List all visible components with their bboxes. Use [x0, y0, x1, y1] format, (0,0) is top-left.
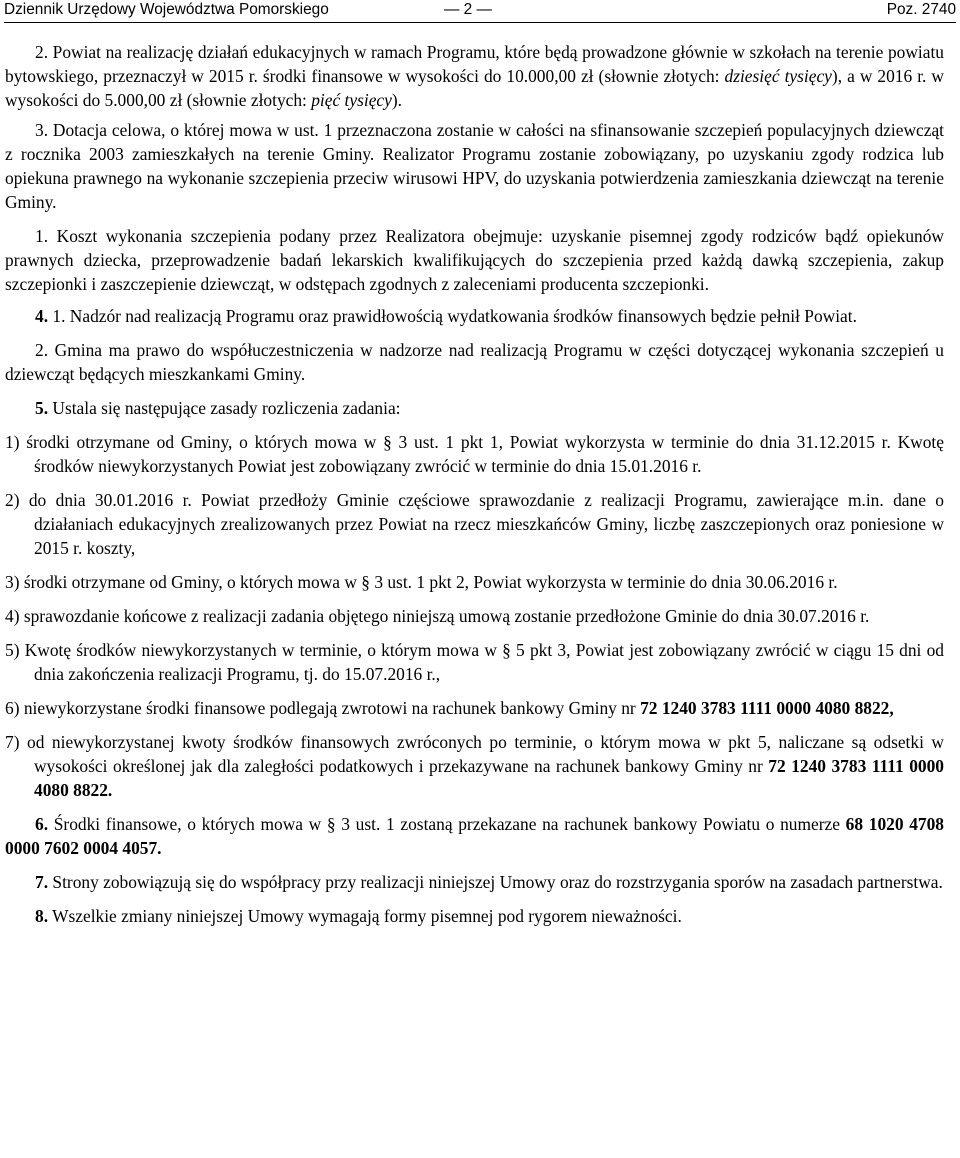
section-7-text: Strony zobowiązują się do współpracy przy realizacji niniejszej Umowy oraz do rozstrzygania sporów na zasadach partnerstwa.: [48, 872, 943, 892]
section-5: [5, 396, 944, 420]
section-8-text: Wszelkie zmiany niniejszej Umowy wymagają formy pisemnej pod rygorem nieważności.: [48, 906, 682, 926]
funding-text-3: ).: [391, 90, 402, 110]
section-6-text: Środki finansowe, o których mowa w § 3 ust. 1 zostaną przekazane na rachunek bankowy Powiatu o numerze: [48, 814, 846, 834]
paragraph-funding: [5, 40, 944, 112]
position-number: Poz. 2740: [886, 1, 956, 18]
paragraph-koszt: 1. Koszt wykonania szczepienia podany przez Realizatora obejmuje: uzyskanie pisemnej zgody rodziców bądź opiekunów prawnych dziecka, przeprowadzenie badań lekarskich kwalifikujących do szczepienia przed każdą dawką szczepienia, zakup szczepionki i zaszczepienie dziewcząt, w odstępach zgodnych z zaleceniami producenta szczepionki.: [5, 226, 944, 294]
funding-text-2: ), a w 2016 r. w wysokości do 5.000,00 zł (słownie złotych:: [5, 66, 944, 110]
powiat-account-number: 68 1020 4708 0000 7602 0004 4057.: [5, 814, 944, 858]
amount-words-1: dziesięć tysięcy: [724, 66, 832, 86]
section-7: [5, 870, 944, 894]
section-8: [5, 904, 944, 928]
section-4-text: 1. Nadzór nad realizacją Programu oraz prawidłowością wydatkowania środków finansowych będzie pełnił Powiat.: [48, 306, 857, 326]
journal-title: Dziennik Urzędowy Województwa Pomorskiego: [4, 1, 329, 18]
list-item-4: 4) sprawozdanie końcowe z realizacji zadania objętego niniejszą umową zostanie przedłożone Gminie do dnia 30.07.2016 r.: [5, 606, 870, 626]
amount-words-2: pięć tysięcy: [311, 90, 392, 110]
list-item-6-text: 6) niewykorzystane środki finansowe podlegają zwrotowi na rachunek bankowy Gminy nr: [5, 698, 641, 718]
section-6: [5, 812, 944, 860]
section-4-number: 4.: [35, 306, 49, 326]
document-body: [5, 40, 944, 928]
list-item-7-text: 7) od niewykorzystanej kwoty środków finansowych zwróconych po terminie, o którym mowa w pkt 5, naliczane są odsetki w wysokości określonej jak dla zaległości podatkowych i przekazywane na rachunek bankowy Gminy nr: [5, 732, 944, 776]
paragraph-dotacja: 3. Dotacja celowa, o której mowa w ust. 1 przeznaczona zostanie w całości na sfinansowanie szczepień populacyjnych dziewcząt z rocznika 2003 zamieszkałych na terenie Gminy. Realizator Programu zostanie zobowiązany, po uzyskaniu zgody rodzica lub opiekuna prawnego na wykonanie szczepienia przeciw wirusowi HPV, do uzyskania potwierdzenia zamieszkania dziewcząt na terenie Gminy.: [5, 120, 944, 212]
page-number: — 2 —: [444, 1, 492, 18]
section-7-number: 7.: [35, 872, 49, 892]
list-item-7: [5, 730, 944, 802]
list-item-1: 1) środki otrzymane od Gminy, o których mowa w § 3 ust. 1 pkt 1, Powiat wykorzysta w terminie do dnia 31.12.2015 r. Kwotę środków niewykorzystanych Powiat jest zobowiązany zwrócić w terminie do dnia 15.01.2016 r.: [5, 432, 944, 476]
gmina-account-number-2: 72 1240 3783 1111 0000 4080 8822.: [34, 756, 944, 800]
section-8-number: 8.: [35, 906, 49, 926]
gmina-account-number: 72 1240 3783 1111 0000 4080 8822,: [640, 698, 894, 718]
section-4: [5, 304, 944, 328]
page-header: [4, 0, 956, 23]
section-5-number: 5.: [35, 398, 49, 418]
list-item-5: 5) Kwotę środków niewykorzystanych w terminie, o którym mowa w § 5 pkt 3, Powiat jest zobowiązany zwrócić w ciągu 15 dni od dnia zakończenia realizacji Programu, tj. do 15.07.2016 r.,: [5, 640, 944, 684]
section-4-paragraph-2: 2. Gmina ma prawo do współuczestniczenia w nadzorze nad realizacją Programu w części dotyczącej wykonania szczepień u dziewcząt będących mieszkankami Gminy.: [5, 340, 944, 384]
section-5-text: Ustala się następujące zasady rozliczenia zadania:: [48, 398, 401, 418]
funding-text-1: 2. Powiat na realizację działań edukacyjnych w ramach Programu, które będą prowadzone głównie w szkołach na terenie powiatu bytowskiego, przeznaczył w 2015 r. środki finansowe w wysokości do 10.000,00 zł (słownie złotych:: [5, 42, 944, 86]
list-item-3: 3) środki otrzymane od Gminy, o których mowa w § 3 ust. 1 pkt 2, Powiat wykorzysta w terminie do dnia 30.06.2016 r.: [5, 572, 838, 592]
list-item-6: [5, 696, 944, 720]
list-item-2: 2) do dnia 30.01.2016 r. Powiat przedłoży Gminie częściowe sprawozdanie z realizacji Programu, zawierające m.in. dane o działaniach edukacyjnych zrealizowanych przez Powiat na rzecz mieszkańców Gminy, liczbę zaszczepionych oraz poniesione w 2015 r. koszty,: [5, 490, 944, 558]
section-6-number: 6.: [35, 814, 49, 834]
